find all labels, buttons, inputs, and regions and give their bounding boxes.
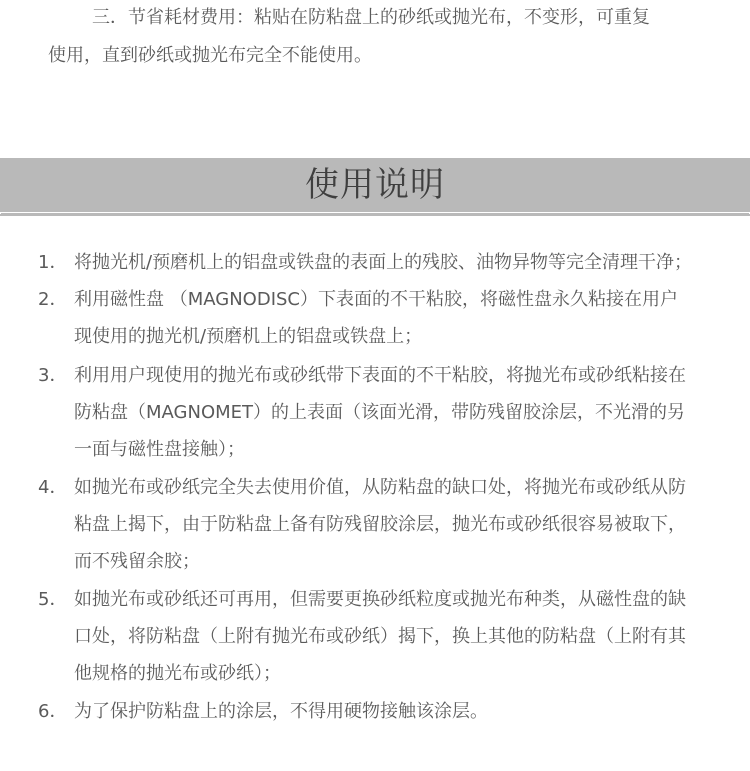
- item-text-line: 而不残留余胶；: [74, 551, 200, 572]
- section-title: 使用说明: [305, 165, 445, 205]
- item-number: 6．: [38, 701, 68, 722]
- section-header-band: [0, 158, 750, 213]
- item-text-line: 一面与磁性盘接触）；: [74, 439, 245, 460]
- item-number: 4．: [38, 477, 68, 498]
- item-text-line: 粘盘上揭下，由于防粘盘上备有防残留胶涂层，抛光布或砂纸很容易被取下，: [74, 514, 686, 535]
- item-number: 5．: [38, 589, 68, 610]
- item-text-line: 为了保护防粘盘上的涂层，不得用硬物接触该涂层。: [74, 701, 488, 722]
- item-text-line: 他规格的抛光布或砂纸）；: [74, 663, 281, 684]
- item-text-line: 现使用的抛光机/预磨机上的铝盘或铁盘上；: [74, 326, 423, 347]
- intro-line-1: 三．节省耗材费用：粘贴在防粘盘上的砂纸或抛光布，不变形，可重复: [92, 7, 650, 28]
- item-number: 1．: [38, 252, 68, 273]
- item-text-line: 将抛光机/预磨机上的铝盘或铁盘的表面上的残胶、油物异物等完全清理干净；: [74, 252, 693, 273]
- intro-line-2: 使用，直到砂纸或抛光布完全不能使用。: [48, 45, 372, 66]
- item-text-line: 利用用户现使用的抛光布或砂纸带下表面的不干粘胶，将抛光布或砂纸粘接在: [74, 365, 686, 386]
- item-text-line: 防粘盘（MAGNOMET）的上表面（该面光滑，带防残留胶涂层，不光滑的另: [74, 402, 686, 423]
- item-text-line: 如抛光布或砂纸还可再用，但需要更换砂纸粒度或抛光布种类，从磁性盘的缺: [74, 589, 686, 610]
- item-number: 2．: [38, 289, 68, 310]
- item-text-line: 如抛光布或砂纸完全失去使用价值，从防粘盘的缺口处，将抛光布或砂纸从防: [74, 477, 686, 498]
- item-text-line: 利用磁性盘 （MAGNODISC）下表面的不干粘胶，将磁性盘永久粘接在用户: [74, 289, 678, 310]
- item-number: 3．: [38, 365, 68, 386]
- section-divider: [0, 214, 750, 216]
- item-text-line: 口处，将防粘盘（上附有抛光布或砂纸）揭下，换上其他的防粘盘（上附有其: [74, 626, 686, 647]
